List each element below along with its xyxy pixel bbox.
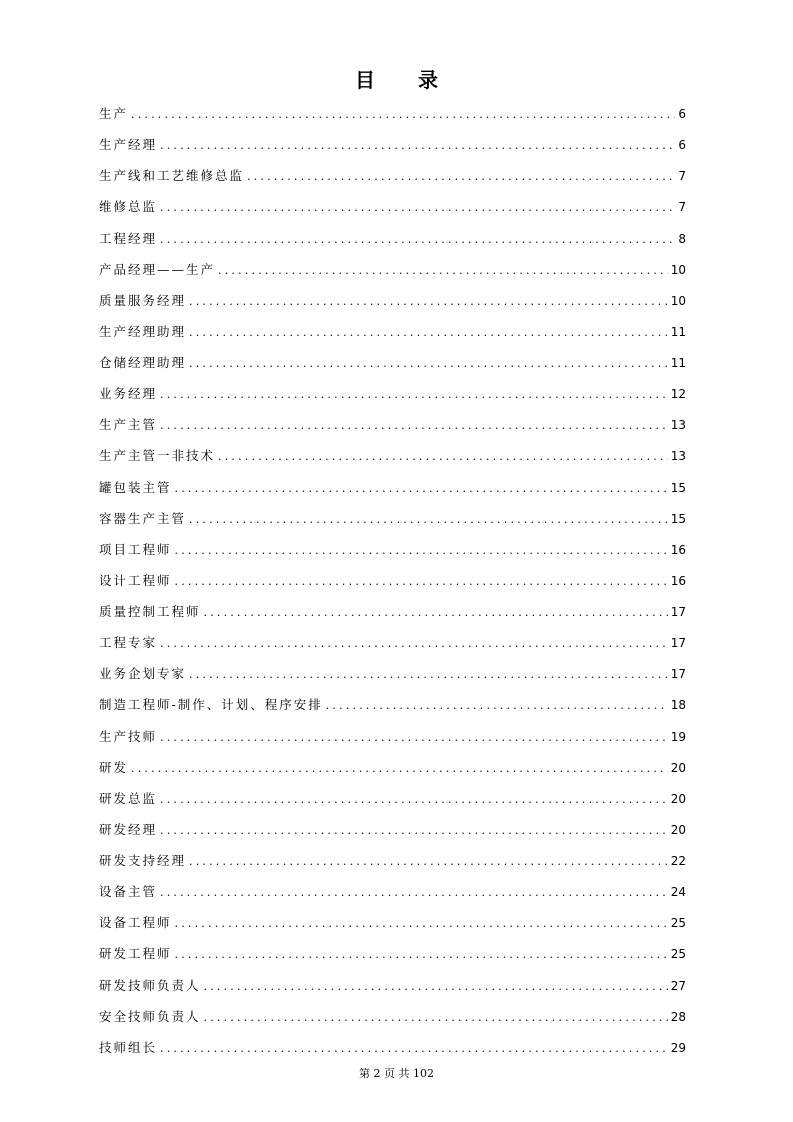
toc-entry[interactable] [99, 166, 686, 197]
toc-entry[interactable] [99, 446, 686, 477]
page-title: 目 录 [355, 68, 456, 92]
toc-entry-page: 6 [678, 138, 686, 153]
toc-entry[interactable] [99, 229, 686, 260]
table-of-contents [99, 104, 686, 1069]
toc-entry-label: 研发 [99, 759, 129, 775]
dot-leader [218, 264, 668, 277]
dot-leader [189, 668, 668, 681]
toc-entry[interactable] [99, 882, 686, 913]
toc-entry-label: 设备工程师 [99, 915, 172, 931]
toc-entry-page: 11 [670, 324, 686, 339]
toc-entry[interactable] [99, 322, 686, 353]
toc-entry-label: 业务经理 [99, 386, 158, 402]
toc-entry[interactable] [99, 976, 686, 1007]
toc-entry[interactable] [99, 509, 686, 540]
dot-leader [160, 1042, 668, 1055]
dot-leader [160, 139, 675, 152]
toc-entry[interactable] [99, 758, 686, 789]
toc-entry-label: 质量服务经理 [99, 292, 187, 308]
toc-entry-page: 20 [670, 791, 686, 806]
toc-entry-label: 研发技师负责人 [99, 977, 201, 993]
toc-entry-page: 17 [670, 605, 686, 619]
toc-entry[interactable] [99, 695, 686, 726]
dot-leader [175, 482, 668, 495]
toc-entry[interactable] [99, 1007, 686, 1038]
toc-entry[interactable] [99, 415, 686, 446]
toc-entry[interactable] [99, 633, 686, 664]
toc-entry-label: 研发工程师 [99, 946, 172, 962]
toc-entry[interactable] [99, 789, 686, 820]
toc-entry-page: 18 [670, 698, 686, 713]
toc-entry[interactable] [99, 353, 686, 384]
dot-leader [218, 450, 668, 463]
toc-entry[interactable] [99, 664, 686, 695]
toc-entry-label: 研发总监 [99, 790, 158, 806]
toc-entry[interactable] [99, 478, 686, 509]
toc-entry[interactable] [99, 820, 686, 851]
toc-entry-page: 20 [670, 760, 686, 775]
toc-entry-label: 研发经理 [99, 821, 158, 837]
toc-entry-label: 安全技师负责人 [99, 1008, 201, 1024]
dot-leader [204, 980, 668, 993]
toc-entry-page: 7 [678, 200, 686, 215]
toc-entry-label: 研发支持经理 [99, 853, 187, 868]
toc-entry[interactable] [99, 944, 686, 975]
toc-entry-label: 项目工程师 [99, 541, 172, 557]
dot-leader [175, 544, 668, 557]
toc-entry-label: 生产经理助理 [99, 323, 187, 339]
page-footer: 第 2 页 共 102 [359, 1067, 434, 1080]
toc-entry-label: 工程专家 [99, 635, 158, 651]
toc-entry[interactable] [99, 602, 686, 633]
toc-entry-label: 生产主管 [99, 417, 158, 433]
toc-entry-label: 业务企划专家 [99, 666, 187, 682]
toc-entry-label: 工程经理 [99, 230, 158, 246]
toc-entry-label: 生产主管一非技术 [99, 448, 216, 464]
toc-entry-label: 维修总监 [99, 199, 158, 215]
dot-leader [189, 855, 668, 868]
toc-entry-page: 16 [670, 542, 686, 557]
toc-entry-page: 20 [670, 822, 686, 837]
toc-entry-page: 6 [678, 107, 686, 121]
toc-entry-label: 产品经理——生产 [99, 261, 216, 277]
toc-entry[interactable] [99, 540, 686, 571]
dot-leader [160, 793, 668, 806]
dot-leader [204, 606, 668, 619]
dot-leader [160, 201, 675, 214]
toc-entry-label: 生产线和工艺维修总监 [99, 168, 245, 184]
toc-entry[interactable] [99, 727, 686, 758]
toc-entry[interactable] [99, 260, 686, 291]
toc-entry-page: 28 [670, 1009, 686, 1024]
dot-leader [189, 357, 668, 370]
toc-entry-label: 技师组长 [99, 1039, 158, 1055]
toc-entry-page: 10 [670, 293, 686, 308]
toc-entry-label: 质量控制工程师 [99, 604, 201, 619]
dot-leader [189, 295, 668, 308]
dot-leader [204, 1011, 668, 1024]
toc-entry-page: 29 [670, 1040, 686, 1055]
toc-entry-page: 11 [670, 356, 686, 370]
toc-entry[interactable] [99, 104, 686, 135]
dot-leader [189, 513, 668, 526]
toc-entry-page: 19 [670, 729, 686, 744]
toc-entry-page: 25 [670, 916, 686, 931]
toc-entry-page: 17 [670, 636, 686, 651]
dot-leader [160, 824, 668, 837]
toc-entry-label: 罐包装主管 [99, 479, 172, 495]
toc-entry-label: 生产经理 [99, 137, 158, 153]
toc-entry-page: 15 [670, 511, 686, 526]
toc-entry-page: 7 [678, 169, 686, 184]
toc-entry[interactable] [99, 851, 686, 882]
toc-entry-page: 8 [678, 231, 686, 246]
toc-entry-page: 10 [670, 262, 686, 277]
dot-leader [326, 699, 668, 712]
toc-entry-label: 制造工程师-制作、计划、程序安排 [99, 697, 323, 713]
dot-leader [160, 233, 675, 246]
toc-entry-page: 13 [670, 418, 686, 433]
toc-entry-page: 27 [670, 978, 686, 993]
toc-entry[interactable] [99, 197, 686, 228]
dot-leader [160, 637, 668, 650]
dot-leader [247, 170, 675, 183]
toc-entry-page: 12 [670, 387, 686, 402]
toc-entry-label: 设备主管 [99, 884, 158, 900]
toc-entry[interactable] [99, 291, 686, 322]
toc-entry[interactable] [99, 384, 686, 415]
toc-entry-label: 设计工程师 [99, 572, 172, 588]
toc-entry-page: 15 [670, 480, 686, 495]
toc-entry-page: 22 [670, 854, 686, 868]
toc-entry[interactable] [99, 571, 686, 602]
toc-entry-page: 13 [670, 449, 686, 464]
dot-leader [160, 388, 668, 401]
toc-entry-page: 16 [670, 573, 686, 588]
toc-entry-label: 生产技师 [99, 728, 158, 744]
toc-entry-page: 17 [670, 667, 686, 682]
dot-leader [175, 948, 668, 961]
dot-leader [131, 762, 668, 775]
toc-entry-page: 24 [670, 885, 686, 900]
toc-entry-label: 仓储经理助理 [99, 355, 187, 370]
dot-leader [175, 917, 668, 930]
dot-leader [175, 575, 668, 588]
dot-leader [160, 419, 668, 432]
dot-leader [189, 326, 668, 339]
toc-entry[interactable] [99, 135, 686, 166]
toc-entry-label: 生产 [99, 106, 129, 121]
dot-leader [160, 886, 668, 899]
toc-entry[interactable] [99, 913, 686, 944]
dot-leader [131, 108, 675, 121]
dot-leader [160, 731, 668, 744]
toc-entry-label: 容器生产主管 [99, 510, 187, 526]
toc-entry-page: 25 [670, 947, 686, 962]
